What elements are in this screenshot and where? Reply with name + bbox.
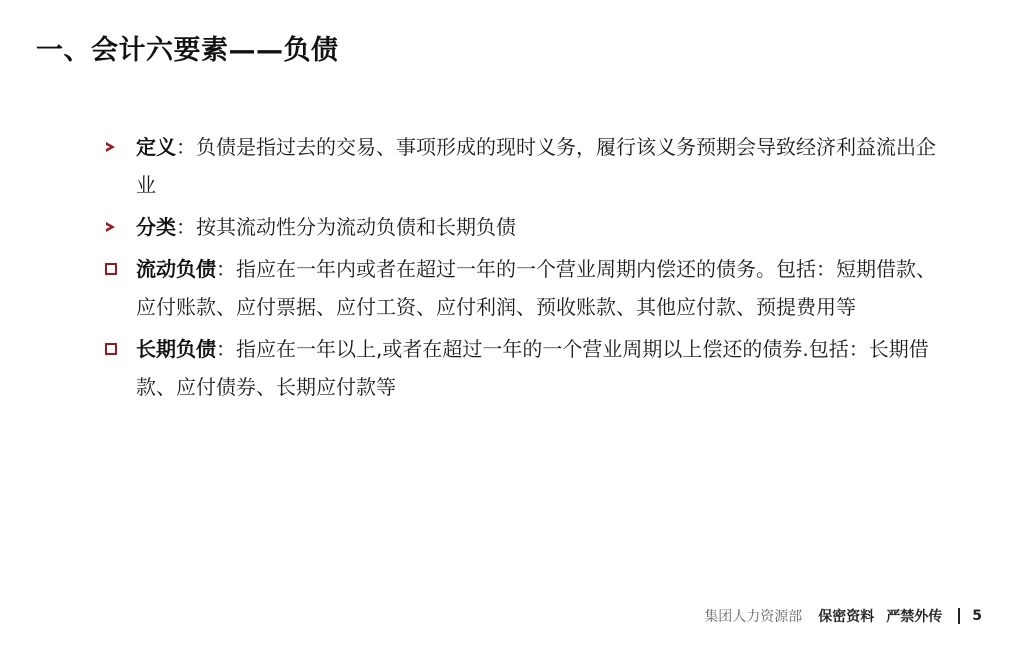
arrowhead-bullet-icon [104,208,124,246]
item-text: ：指应在一年以上,或者在超过一年的一个营业周期以上偿还的债券.包括：长期借款、应付债券、长期应付款等 [136,337,929,399]
footer-divider [958,608,960,624]
footer-confidential: 保密资料 [818,609,875,625]
footer-no-share: 严禁外传 [886,609,943,625]
content-list [104,128,954,410]
list-item-current-liabilities [104,250,954,326]
list-item-definition [104,128,954,204]
list-item-classification [104,208,954,246]
footer-department: 集团人力资源部 [704,609,803,625]
slide-title: 一、会计六要素——负债 [36,35,339,66]
list-item-long-term-liabilities [104,330,954,406]
item-term: 定义 [136,135,176,159]
page-number: 5 [972,608,982,624]
hollow-square-bullet-icon [104,250,124,288]
item-text: ：指应在一年内或者在超过一年的一个营业周期内偿还的债务。包括：短期借款、应付账款、应付票据、应付工资、应付利润、预收账款、其他应付款、预提费用等 [136,257,936,319]
item-text: ：按其流动性分为流动负债和长期负债 [176,215,516,239]
hollow-square-bullet-icon [104,330,124,368]
item-term: 分类 [136,215,176,239]
footer [704,604,982,628]
item-term: 长期负债 [136,337,216,361]
arrowhead-bullet-icon [104,128,124,166]
item-text: ：负债是指过去的交易、事项形成的现时义务，履行该义务预期会导致经济利益流出企业 [136,135,936,197]
item-term: 流动负债 [136,257,216,281]
